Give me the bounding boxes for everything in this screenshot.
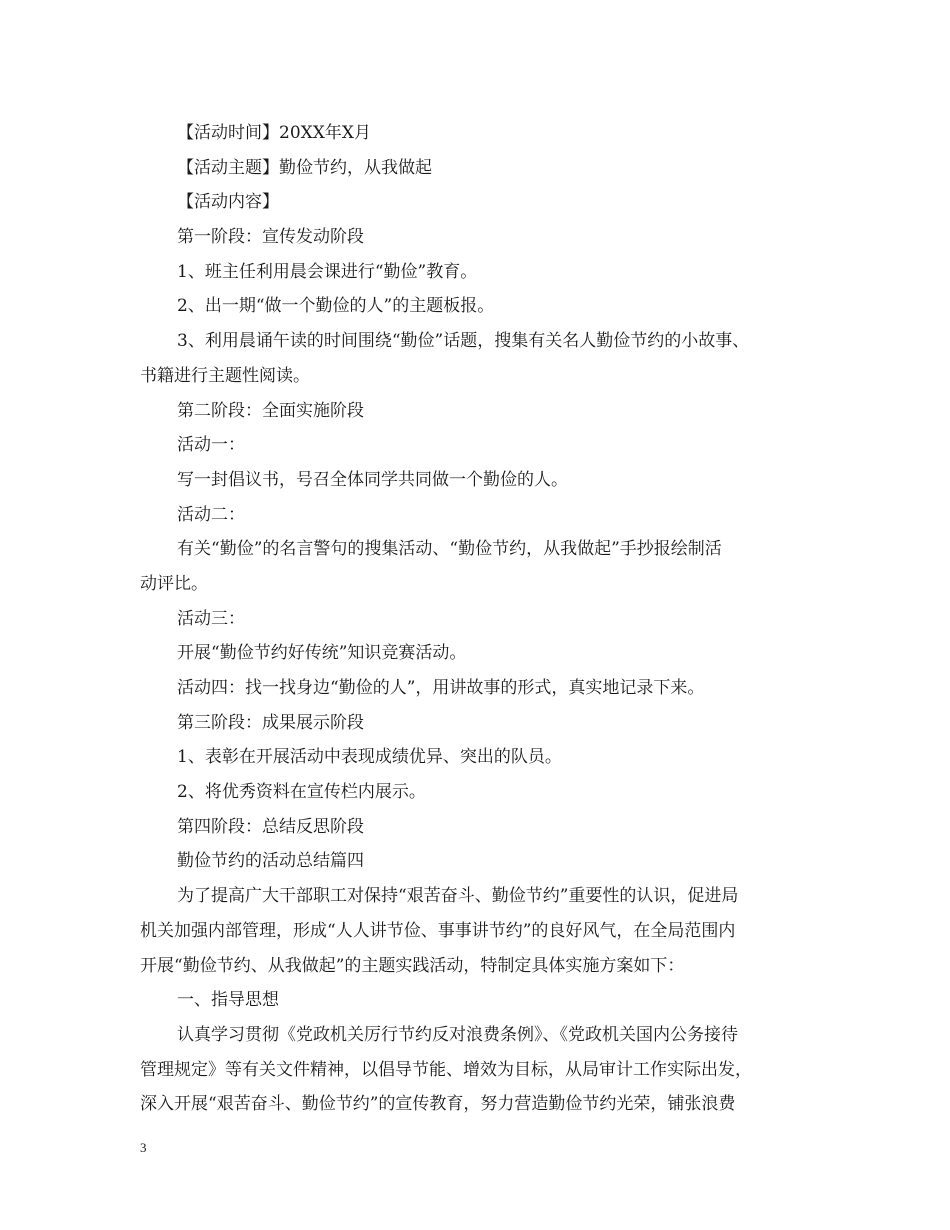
text-line: 活动二： [177, 504, 245, 525]
text-line: 活动一： [177, 435, 245, 456]
text-line: 一、指导思想 [177, 990, 279, 1011]
text-line: 为了提高广大干部职工对保持“艰苦奋斗、勤俭节约”重要性的认识，促进局 [177, 886, 739, 907]
text-line: 1、班主任利用晨会课进行“勤俭”教育。 [177, 261, 478, 282]
text-line: 第三阶段：成果展示阶段 [177, 712, 364, 733]
text-line: 【活动主题】勤俭节约，从我做起 [177, 157, 432, 178]
text-line: 【活动时间】20XX年X月 [177, 123, 371, 143]
text-line: 开展“勤俭节约、从我做起”的主题实践活动，特制定具体实施方案如下： [140, 955, 685, 976]
text-line: 开展“勤俭节约好传统”知识竞赛活动。 [177, 643, 467, 664]
text-line: 管理规定》等有关文件精神，以倡导节能、增效为目标，从局审计工作实际出发， [140, 1059, 752, 1080]
text-line: 2、将优秀资料在宣传栏内展示。 [177, 782, 426, 803]
text-line: 动评比。 [140, 573, 208, 594]
text-line: 2、出一期“做一个勤俭的人”的主题板报。 [177, 296, 495, 317]
text-line: 活动四：找一找身边“勤俭的人”，用讲故事的形式，真实地记录下来。 [177, 678, 705, 698]
document-body [140, 116, 812, 1122]
text-line: 有关“勤俭”的名言警句的搜集活动、“勤俭节约，从我做起”手抄报绘制活 [177, 539, 722, 560]
text-line: 书籍进行主题性阅读。 [140, 365, 310, 386]
text-line: 3、利用晨诵午读的时间围绕“勤俭”话题，搜集有关名人勤俭节约的小故事、 [177, 331, 750, 352]
text-line: 深入开展“艰苦奋斗、勤俭节约”的宣传教育，努力营造勤俭节约光荣，铺张浪费 [140, 1094, 736, 1115]
text-line: 第二阶段：全面实施阶段 [177, 400, 364, 421]
text-line: 写一封倡议书，号召全体同学共同做一个勤俭的人。 [177, 469, 568, 490]
text-line: 活动三： [177, 608, 245, 629]
page-number: 3 [140, 1140, 147, 1155]
text-line: 1、表彰在开展活动中表现成绩优异、突出的队员。 [177, 747, 562, 768]
text-line: 第四阶段：总结反思阶段 [177, 816, 364, 837]
text-line: 认真学习贯彻《党政机关厉行节约反对浪费条例》、《党政机关国内公务接待 [177, 1024, 738, 1045]
text-line: 第一阶段：宣传发动阶段 [177, 227, 364, 248]
text-line: 机关加强内部管理，形成“人人讲节俭、事事讲节约”的良好风气，在全局范围内 [140, 920, 736, 941]
text-line: 【活动内容】 [177, 192, 279, 213]
section-heading: 勤俭节约的活动总结篇四 [177, 851, 364, 872]
